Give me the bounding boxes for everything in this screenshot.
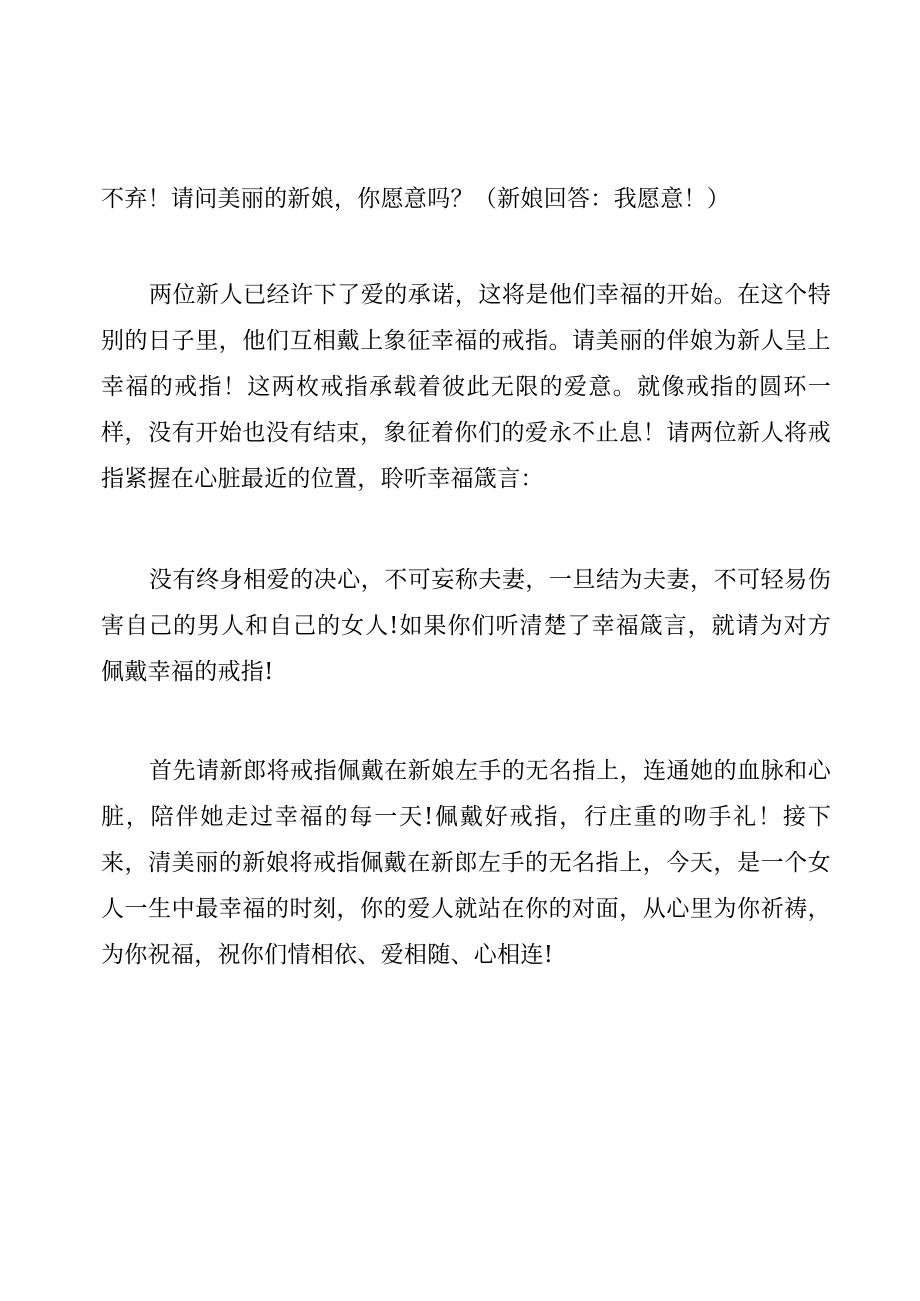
- paragraph-happiness-motto: 没有终身相爱的决心，不可妄称夫妻，一旦结为夫妻，不可轻易伤害自己的男人和自己的女人!如果你们听清楚了幸福箴言，就请为对方佩戴幸福的戒指!: [101, 567, 831, 685]
- paragraph-continuation: 不弃！请问美丽的新娘，你愿意吗？（新娘回答：我愿意！）: [101, 186, 731, 212]
- paragraph-ring-exchange: 两位新人已经许下了爱的承诺，这将是他们幸福的开始。在这个特别的日子里，他们互相戴上象征幸福的戒指。请美丽的伴娘为新人呈上幸福的戒指！这两枚戒指承载着彼此无限的爱意。就像戒指的圆环一样，没有开始也没有结束，象征着你们的爱永不止息！请两位新人将戒指紧握在心脏最近的位置，聆听幸福箴言：: [101, 282, 831, 492]
- paragraph-ring-wearing: 首先请新郎将戒指佩戴在新娘左手的无名指上，连通她的血脉和心脏，陪伴她走过幸福的每一天!佩戴好戒指，行庄重的吻手礼！接下来，清美丽的新娘将戒指佩戴在新郎左手的无名指上，今天，是一个女人一生中最幸福的时刻，你的爱人就站在你的对面，从心里为你祈祷，为你祝福，祝你们情相依、爱相随、心相连!: [101, 758, 831, 968]
